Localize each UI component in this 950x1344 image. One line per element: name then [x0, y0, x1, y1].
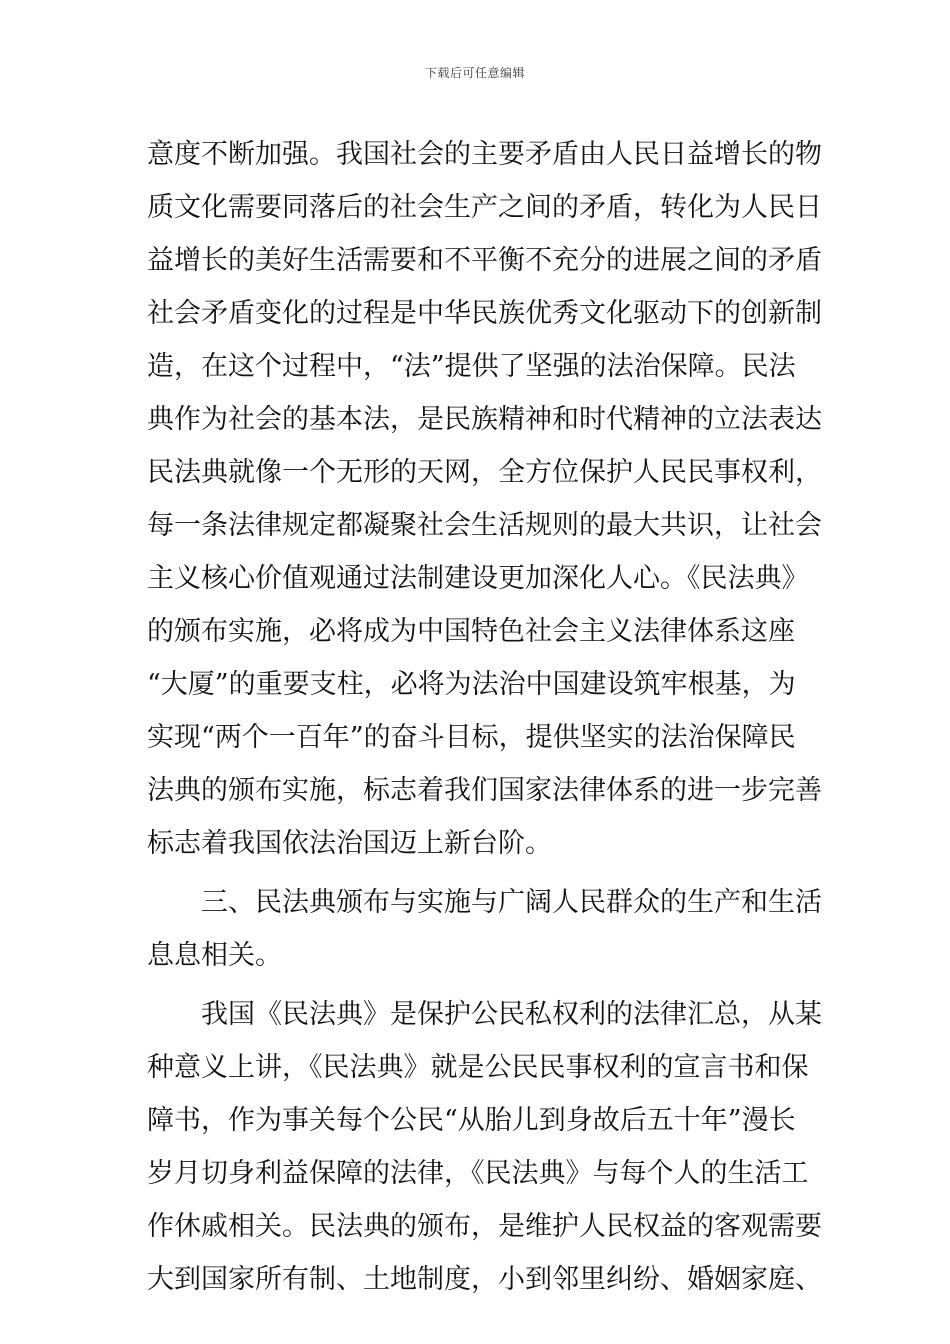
text-line: 典作为社会的基本法，是民族精神和时代精神的立法表达: [147, 404, 822, 435]
text-line: 标志着我国依法治国迈上新台阶。: [147, 828, 552, 859]
text-line: 种意义上讲，《民法典》就是公民民事权利的宣言书和保: [147, 1052, 809, 1083]
text-line: “大厦”的重要支柱，必将为法治中国建设筑牢根基，为: [147, 669, 796, 700]
text-line: 民法典就像一个无形的天网，全方位保护人民民事权利，: [147, 457, 822, 488]
text-line: 的颁布实施，必将成为中国特色社会主义法律体系这座: [147, 616, 795, 647]
text-line: 障书，作为事关每个公民“从胎儿到身故后五十年”漫长: [147, 1105, 796, 1136]
paragraph-start: 我国《民法典》是保护公民私权利的法律汇总，从某: [201, 999, 822, 1030]
text-line: 法典的颁布实施，标志着我们国家法律体系的进一步完善: [147, 775, 822, 806]
text-line: 质文化需要同落后的社会生产之间的矛盾，转化为人民日: [147, 192, 822, 223]
text-line: 意度不断加强。我国社会的主要矛盾由人民日益增长的物: [147, 139, 822, 170]
text-line: 社会矛盾变化的过程是中华民族优秀文化驱动下的创新制: [147, 298, 822, 329]
body-text: [147, 128, 822, 1306]
text-line: 益增长的美好生活需要和不平衡不充分的进展之间的矛盾: [147, 245, 822, 276]
page-header: 下载后可任意编辑: [424, 66, 525, 80]
text-line: 实现“两个一百年”的奋斗目标，提供坚实的法治保障民: [147, 722, 796, 753]
text-line: 大到国家所有制、土地制度，小到邻里纠纷、婚姻家庭、: [147, 1264, 822, 1295]
text-line: 作休戚相关。民法典的颁布，是维护人民权益的客观需要: [147, 1211, 822, 1242]
text-line: 岁月切身利益保障的法律，《民法典》与每个人的生活工: [147, 1158, 809, 1189]
text-line: 息息相关。: [147, 940, 282, 971]
section-heading: 三、民法典颁布与实施与广阔人民群众的生产和生活: [201, 887, 822, 918]
text-line: 每一条法律规定都凝聚社会生活规则的最大共识，让社会: [147, 510, 822, 541]
text-line: 主义核心价值观通过法制建设更加深化人心。《民法典》: [147, 563, 809, 594]
text-line: 造，在这个过程中，“法”提供了坚强的法治保障。民法: [147, 351, 796, 382]
